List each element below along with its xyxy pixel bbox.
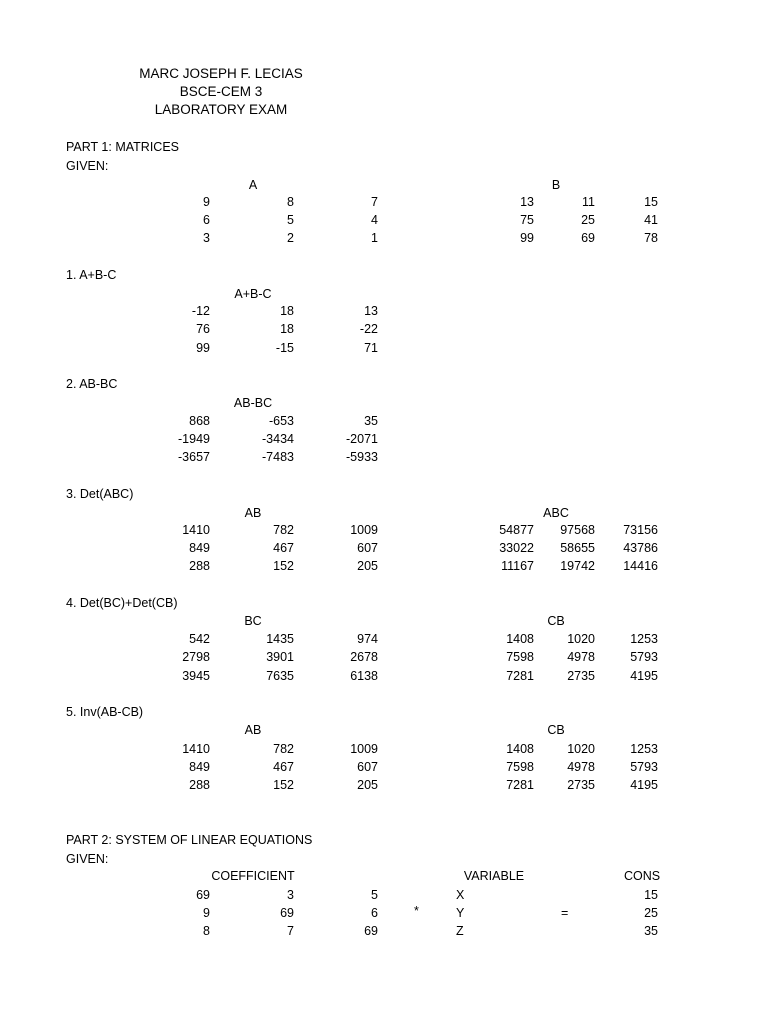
matrix-cell: 7281	[506, 778, 534, 792]
matrix-cell: -7483	[262, 450, 294, 464]
matrix-cell: 2735	[567, 669, 595, 683]
matrix-cell: 1009	[350, 523, 378, 537]
matrix-cell: 152	[273, 778, 294, 792]
matrix-cell: -22	[359, 322, 378, 336]
coefficient-label: COEFFICIENT	[211, 869, 295, 883]
part1-given-label: GIVEN:	[66, 159, 109, 173]
matrix-cell: 11167	[501, 559, 534, 573]
matrix-a-label: A	[248, 178, 258, 192]
matrix-cell: 2798	[182, 650, 210, 664]
matrix-cell: 99	[520, 231, 534, 245]
matrix-cell: -653	[268, 414, 294, 428]
matrix-cell: 2735	[567, 778, 595, 792]
matrix-cell: 97568	[560, 523, 595, 537]
matrix-cell: 288	[189, 778, 210, 792]
matrix-cell: 1253	[630, 632, 658, 646]
q3-left-label: AB	[244, 506, 262, 520]
matrix-cell: 99	[196, 341, 210, 355]
variable-cell: Y	[456, 906, 465, 920]
matrix-cell: 76	[196, 322, 210, 336]
matrix-cell: 542	[189, 632, 210, 646]
matrix-cell: 849	[189, 760, 210, 774]
matrix-cell: 3945	[182, 669, 210, 683]
matrix-cell: 18	[280, 304, 294, 318]
part1-title: PART 1: MATRICES	[66, 140, 179, 154]
matrix-cell: 41	[644, 213, 658, 227]
matrix-cell: 6138	[350, 669, 378, 683]
matrix-cell: 7598	[506, 760, 534, 774]
matrix-cell: -3434	[262, 432, 294, 446]
matrix-cell: 1020	[567, 742, 595, 756]
matrix-cell: 25	[581, 213, 595, 227]
matrix-cell: 11	[582, 195, 595, 209]
matrix-cell: 1020	[567, 632, 595, 646]
matrix-cell: 205	[357, 778, 378, 792]
matrix-cell: 14416	[623, 559, 658, 573]
matrix-cell: 13	[364, 304, 378, 318]
part2-given-label: GIVEN:	[66, 852, 109, 866]
equals-symbol: =	[561, 906, 569, 920]
matrix-cell: -2071	[346, 432, 378, 446]
matrix-cell: 6	[371, 906, 378, 920]
matrix-cell: 467	[273, 541, 294, 555]
q3-right-label: ABC	[543, 506, 569, 520]
matrix-cell: 58655	[560, 541, 595, 555]
q1-title: 1. A+B-C	[66, 268, 117, 282]
matrix-cell: 6	[203, 213, 210, 227]
matrix-cell: 1408	[506, 742, 534, 756]
matrix-cell: 3	[287, 888, 294, 902]
matrix-cell: 1435	[266, 632, 294, 646]
matrix-cell: 43786	[623, 541, 658, 555]
variable-cell: Z	[456, 924, 464, 938]
matrix-cell: -15	[275, 341, 294, 355]
matrix-cell: 71	[364, 341, 378, 355]
matrix-cell: -3657	[178, 450, 210, 464]
matrix-cell: 69	[196, 888, 210, 902]
matrix-cell: 1009	[350, 742, 378, 756]
matrix-cell: 1410	[182, 523, 210, 537]
matrix-cell: 9	[203, 906, 210, 920]
matrix-cell: 5793	[630, 760, 658, 774]
matrix-cell: 4978	[567, 650, 595, 664]
matrix-b-label: B	[551, 178, 561, 192]
exam-title: LABORATORY EXAM	[154, 102, 288, 117]
matrix-cell: 15	[644, 195, 658, 209]
q5-title: 5. Inv(AB-CB)	[66, 705, 144, 719]
matrix-cell: 782	[273, 742, 294, 756]
matrix-cell: 69	[364, 924, 378, 938]
q4-left-label: BC	[244, 614, 262, 628]
matrix-cell: 8	[203, 924, 210, 938]
matrix-cell: 4978	[567, 760, 595, 774]
q3-title: 3. Det(ABC)	[66, 487, 134, 501]
matrix-cell: 7635	[266, 669, 294, 683]
matrix-cell: 9	[203, 195, 210, 209]
student-name: MARC JOSEPH F. LECIAS	[139, 66, 303, 81]
matrix-cell: 288	[189, 559, 210, 573]
variable-label: VARIABLE	[463, 869, 525, 883]
matrix-cell: 35	[364, 414, 378, 428]
matrix-cell: 607	[357, 760, 378, 774]
constant-cell: 35	[644, 924, 658, 938]
matrix-cell: 849	[189, 541, 210, 555]
matrix-cell: 467	[273, 760, 294, 774]
matrix-cell: 2678	[350, 650, 378, 664]
constant-cell: 25	[644, 906, 658, 920]
matrix-cell: 78	[644, 231, 658, 245]
matrix-cell: 4	[371, 213, 378, 227]
matrix-cell: 152	[273, 559, 294, 573]
matrix-cell: 5793	[630, 650, 658, 664]
matrix-cell: 4195	[630, 778, 658, 792]
matrix-cell: 1408	[506, 632, 534, 646]
matrix-cell: 4195	[630, 669, 658, 683]
matrix-cell: 69	[280, 906, 294, 920]
q5-left-label: AB	[244, 723, 262, 737]
matrix-cell: 54877	[499, 523, 534, 537]
matrix-cell: 18	[280, 322, 294, 336]
matrix-cell: 8	[287, 195, 294, 209]
matrix-cell: 607	[357, 541, 378, 555]
q5-right-label: CB	[547, 723, 565, 737]
q1-matrix-label: A+B-C	[234, 287, 272, 301]
matrix-cell: 205	[357, 559, 378, 573]
matrix-cell: 19742	[560, 559, 595, 573]
q4-title: 4. Det(BC)+Det(CB)	[66, 596, 178, 610]
q2-title: 2. AB-BC	[66, 377, 118, 391]
matrix-cell: 2	[287, 231, 294, 245]
matrix-cell: 33022	[499, 541, 534, 555]
matrix-cell: 782	[273, 523, 294, 537]
q4-right-label: CB	[547, 614, 565, 628]
matrix-cell: 3901	[266, 650, 294, 664]
matrix-cell: 7	[287, 924, 294, 938]
matrix-cell: -1949	[178, 432, 210, 446]
constants-label: CONS	[623, 869, 661, 883]
matrix-cell: 7598	[506, 650, 534, 664]
matrix-cell: 1410	[182, 742, 210, 756]
matrix-cell: 7	[371, 195, 378, 209]
variable-cell: X	[456, 888, 465, 902]
matrix-cell: 5	[371, 888, 378, 902]
matrix-cell: -12	[191, 304, 210, 318]
matrix-cell: 868	[189, 414, 210, 428]
matrix-cell: 13	[520, 195, 534, 209]
constant-cell: 15	[644, 888, 658, 902]
matrix-cell: 5	[287, 213, 294, 227]
part2-title: PART 2: SYSTEM OF LINEAR EQUATIONS	[66, 833, 313, 847]
matrix-cell: 7281	[506, 669, 534, 683]
matrix-cell: 1	[371, 231, 378, 245]
multiply-symbol: *	[414, 904, 419, 918]
matrix-cell: 3	[203, 231, 210, 245]
q2-matrix-label: AB-BC	[233, 396, 273, 410]
matrix-cell: 1253	[630, 742, 658, 756]
matrix-cell: 974	[357, 632, 378, 646]
matrix-cell: 69	[581, 231, 595, 245]
course-label: BSCE-CEM 3	[179, 84, 263, 99]
matrix-cell: 75	[520, 213, 534, 227]
matrix-cell: -5933	[346, 450, 378, 464]
matrix-cell: 73156	[623, 523, 658, 537]
